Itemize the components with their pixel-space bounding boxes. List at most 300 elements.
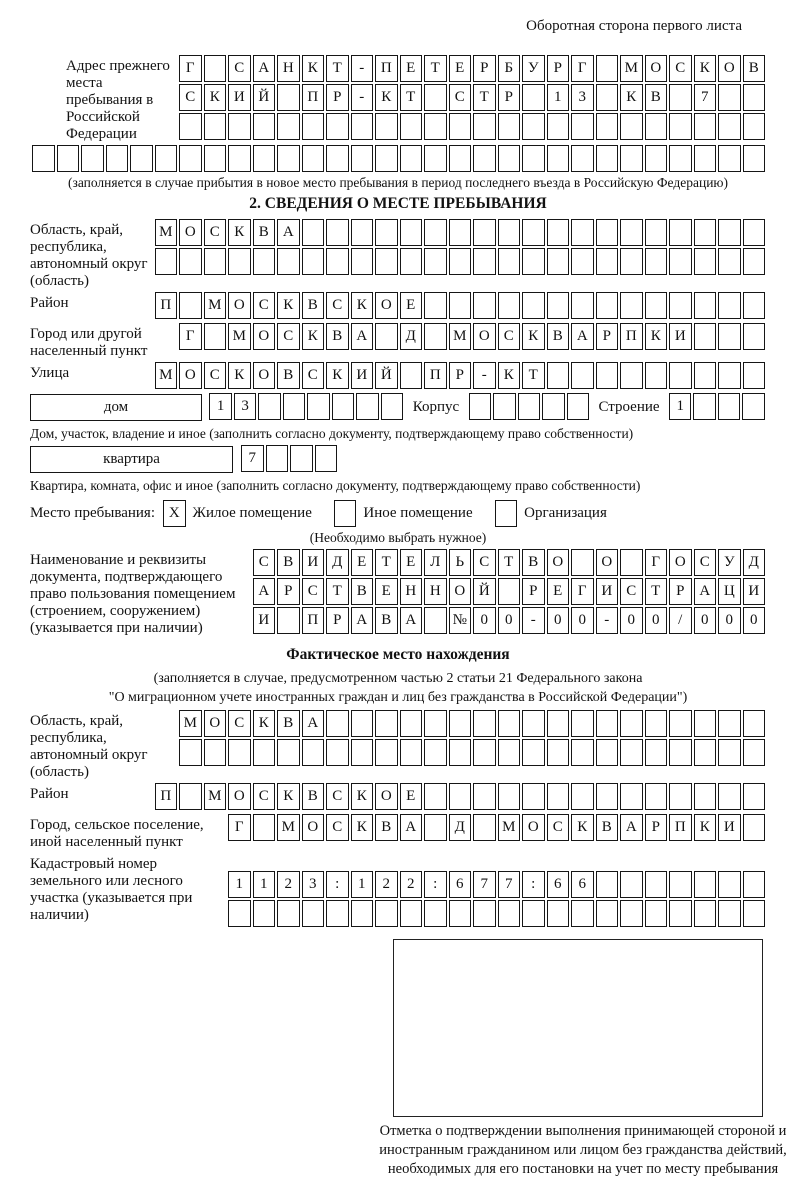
char-cell: Й <box>253 84 276 111</box>
prev-address-note: (заполняется в случае прибытия в новое место пребывания в период последнего въезда в Российскую Федерацию) <box>67 175 729 190</box>
char-cell: С <box>669 55 692 82</box>
char-cell: С <box>228 710 251 737</box>
char-cell <box>381 393 404 420</box>
char-cell <box>596 900 619 927</box>
char-cell <box>620 219 643 246</box>
char-cell <box>498 219 521 246</box>
char-cell: С <box>253 549 276 576</box>
char-cell: С <box>277 323 300 350</box>
char-cell <box>522 710 545 737</box>
char-cell: О <box>522 814 545 841</box>
char-cell <box>669 84 692 111</box>
char-cell: У <box>522 55 545 82</box>
char-cell: 6 <box>547 871 570 898</box>
char-cell <box>253 248 276 275</box>
char-cell: Н <box>400 578 423 605</box>
char-cell: 2 <box>375 871 398 898</box>
char-cell: В <box>375 607 398 634</box>
char-cell <box>473 710 496 737</box>
actual-region-row-2 <box>178 739 766 766</box>
char-cell <box>179 248 202 275</box>
char-cell: И <box>669 323 692 350</box>
char-cell <box>375 219 398 246</box>
char-cell <box>522 783 545 810</box>
char-cell: Т <box>473 84 496 111</box>
char-cell <box>351 248 374 275</box>
char-cell: С <box>620 578 643 605</box>
char-cell <box>290 445 313 472</box>
char-cell <box>326 739 349 766</box>
char-cell: Р <box>326 84 349 111</box>
char-cell <box>326 219 349 246</box>
char-cell <box>743 323 766 350</box>
char-cell <box>669 900 692 927</box>
char-cell: А <box>400 814 423 841</box>
char-cell: Р <box>498 84 521 111</box>
char-cell <box>81 145 104 172</box>
char-cell: К <box>694 814 717 841</box>
char-cell: В <box>326 323 349 350</box>
char-cell <box>351 739 374 766</box>
char-cell: Е <box>400 292 423 319</box>
char-cell <box>718 323 741 350</box>
char-cell: Н <box>277 55 300 82</box>
char-cell <box>522 900 545 927</box>
char-cell: М <box>155 219 178 246</box>
char-cell <box>424 607 447 634</box>
char-cell: В <box>302 783 325 810</box>
char-cell <box>473 145 496 172</box>
char-cell <box>743 710 766 737</box>
char-cell: - <box>351 55 374 82</box>
char-cell: Л <box>424 549 447 576</box>
char-cell: Р <box>547 55 570 82</box>
char-cell: Г <box>571 578 594 605</box>
char-cell: У <box>718 549 741 576</box>
char-cell <box>351 113 374 140</box>
district-row <box>30 292 766 321</box>
char-cell <box>522 292 545 319</box>
char-cell: И <box>228 84 251 111</box>
char-cell: Г <box>645 549 668 576</box>
actual-district-label: Район <box>30 786 69 802</box>
char-cell <box>718 362 741 389</box>
actual-district-row <box>30 783 766 812</box>
char-cell: П <box>155 292 178 319</box>
char-cell <box>179 292 202 319</box>
char-cell: С <box>473 549 496 576</box>
char-cell: К <box>498 362 521 389</box>
char-cell: С <box>302 362 325 389</box>
char-cell: С <box>253 292 276 319</box>
char-cell <box>743 219 766 246</box>
char-cell: 7 <box>473 871 496 898</box>
char-cell: 1 <box>547 84 570 111</box>
char-cell: Р <box>669 578 692 605</box>
char-cell <box>571 549 594 576</box>
char-cell <box>469 393 492 420</box>
korpus-cells <box>468 393 591 420</box>
char-cell <box>253 739 276 766</box>
char-cell: Д <box>743 549 766 576</box>
char-cell <box>375 710 398 737</box>
apartment-note: Квартира, комната, офис и иное (заполнить согласно документу, подтверждающему право собственности) <box>30 478 641 493</box>
char-cell <box>277 84 300 111</box>
char-cell <box>522 145 545 172</box>
char-cell <box>596 145 619 172</box>
char-cell <box>424 783 447 810</box>
char-cell <box>718 783 741 810</box>
document-block <box>30 549 766 637</box>
char-cell: С <box>302 578 325 605</box>
char-cell <box>473 900 496 927</box>
char-cell <box>645 248 668 275</box>
char-cell: К <box>326 362 349 389</box>
stay-type-note: (Необходимо выбрать нужное) <box>309 530 487 545</box>
cadastral-block <box>30 853 766 929</box>
char-cell: П <box>620 323 643 350</box>
char-cell: О <box>473 323 496 350</box>
char-cell <box>694 248 717 275</box>
actual-region-grid <box>178 710 766 768</box>
char-cell <box>743 248 766 275</box>
char-cell <box>307 393 330 420</box>
char-cell: Р <box>522 578 545 605</box>
char-cell: П <box>302 84 325 111</box>
char-cell <box>400 113 423 140</box>
char-cell <box>620 783 643 810</box>
char-cell <box>669 362 692 389</box>
char-cell <box>424 113 447 140</box>
char-cell <box>302 145 325 172</box>
char-cell: М <box>204 292 227 319</box>
char-cell <box>694 739 717 766</box>
char-cell <box>277 739 300 766</box>
char-cell: М <box>228 323 251 350</box>
char-cell: К <box>228 219 251 246</box>
char-cell: В <box>253 219 276 246</box>
char-cell <box>424 145 447 172</box>
char-cell: С <box>326 783 349 810</box>
char-cell <box>645 219 668 246</box>
char-cell <box>326 900 349 927</box>
char-cell <box>179 783 202 810</box>
house-note: Дом, участок, владение и иное (заполнить согласно документу, подтверждающему право собственности) <box>30 426 634 441</box>
char-cell: С <box>179 84 202 111</box>
char-cell: И <box>743 578 766 605</box>
char-cell <box>424 219 447 246</box>
char-cell <box>669 145 692 172</box>
char-cell <box>522 84 545 111</box>
char-cell <box>498 783 521 810</box>
char-cell <box>645 292 668 319</box>
char-cell <box>547 783 570 810</box>
char-cell: А <box>351 323 374 350</box>
char-cell: И <box>596 578 619 605</box>
char-cell <box>620 900 643 927</box>
char-cell <box>571 145 594 172</box>
char-cell: М <box>155 362 178 389</box>
char-cell: А <box>277 219 300 246</box>
char-cell: О <box>375 292 398 319</box>
char-cell <box>277 145 300 172</box>
char-cell <box>449 900 472 927</box>
char-cell <box>718 113 741 140</box>
char-cell <box>596 710 619 737</box>
char-cell <box>277 607 300 634</box>
prev-address-label: Адрес прежнего места пребывания в Российской Федерации <box>66 58 170 142</box>
char-cell <box>155 248 178 275</box>
char-cell <box>547 219 570 246</box>
char-cell: И <box>351 362 374 389</box>
stay-type-label: Место пребывания: <box>30 505 155 521</box>
char-cell: О <box>718 55 741 82</box>
char-cell <box>743 292 766 319</box>
char-cell <box>596 84 619 111</box>
char-cell <box>277 900 300 927</box>
cadastral-label: Кадастровый номер земельного или лесного участка (указывается при наличии) <box>30 856 193 923</box>
char-cell <box>424 323 447 350</box>
street-row <box>30 362 766 391</box>
char-cell: В <box>277 710 300 737</box>
char-cell <box>106 145 129 172</box>
char-cell: О <box>253 362 276 389</box>
char-cell <box>620 362 643 389</box>
char-cell: С <box>326 292 349 319</box>
char-cell <box>302 900 325 927</box>
char-cell <box>743 814 766 841</box>
prev-address-row-2 <box>178 84 766 111</box>
char-cell <box>743 84 766 111</box>
char-cell <box>179 739 202 766</box>
char-cell <box>522 739 545 766</box>
char-cell <box>400 900 423 927</box>
char-cell: М <box>204 783 227 810</box>
char-cell <box>596 739 619 766</box>
char-cell <box>669 871 692 898</box>
char-cell <box>571 113 594 140</box>
char-cell: С <box>204 362 227 389</box>
char-cell <box>718 145 741 172</box>
char-cell <box>258 393 281 420</box>
char-cell <box>473 113 496 140</box>
char-cell <box>645 871 668 898</box>
char-cell: В <box>277 549 300 576</box>
char-cell: В <box>375 814 398 841</box>
region-row-1 <box>154 219 767 246</box>
char-cell: К <box>522 323 545 350</box>
char-cell <box>498 578 521 605</box>
char-cell <box>718 871 741 898</box>
char-cell <box>326 248 349 275</box>
stay-type-checkbox-organization <box>495 500 518 527</box>
char-cell <box>743 362 766 389</box>
char-cell: Т <box>522 362 545 389</box>
char-cell <box>400 145 423 172</box>
char-cell <box>204 113 227 140</box>
char-cell: Т <box>326 55 349 82</box>
char-cell <box>522 219 545 246</box>
char-cell: В <box>351 578 374 605</box>
char-cell: К <box>277 783 300 810</box>
char-cell <box>718 292 741 319</box>
char-cell <box>620 710 643 737</box>
char-cell: П <box>375 55 398 82</box>
char-cell: О <box>596 549 619 576</box>
char-cell <box>400 248 423 275</box>
char-cell <box>449 113 472 140</box>
char-cell <box>498 710 521 737</box>
actual-location-note-2: "О миграционном учете иностранных граждан и лиц без гражданства в Российской Федерации") <box>108 690 688 705</box>
confirmation-stamp-note: Отметка о подтверждении выполнения принимающей стороной и иностранным гражданином или лицом без гражданства действий, необходимых для его постановки на учет по месту пребывания <box>379 1123 787 1177</box>
char-cell <box>571 739 594 766</box>
char-cell: 0 <box>645 607 668 634</box>
char-cell: Й <box>473 578 496 605</box>
city-cells <box>178 323 766 350</box>
char-cell: М <box>277 814 300 841</box>
char-cell <box>493 393 516 420</box>
char-cell: 1 <box>228 871 251 898</box>
char-cell: 0 <box>473 607 496 634</box>
char-cell: А <box>351 607 374 634</box>
document-row-1 <box>252 549 767 576</box>
char-cell: 0 <box>571 607 594 634</box>
page-side-note: Оборотная сторона первого листа <box>526 18 742 34</box>
apartment-box-label: квартира <box>30 446 233 473</box>
char-cell: А <box>571 323 594 350</box>
char-cell <box>179 145 202 172</box>
char-cell: - <box>351 84 374 111</box>
char-cell <box>400 219 423 246</box>
char-cell <box>375 323 398 350</box>
char-cell: С <box>326 814 349 841</box>
char-cell <box>571 219 594 246</box>
document-label: Наименование и реквизиты документа, подтверждающего право пользования помещением (строением, сооружением) (указывается при наличии) <box>30 552 236 636</box>
char-cell <box>547 145 570 172</box>
char-cell <box>742 393 765 420</box>
char-cell <box>449 739 472 766</box>
char-cell <box>351 900 374 927</box>
char-cell <box>424 292 447 319</box>
char-cell <box>351 219 374 246</box>
char-cell <box>424 248 447 275</box>
char-cell: О <box>228 292 251 319</box>
char-cell <box>228 739 251 766</box>
char-cell <box>547 362 570 389</box>
actual-city-row <box>30 814 766 851</box>
char-cell: М <box>498 814 521 841</box>
char-cell <box>204 739 227 766</box>
house-number-cells <box>208 393 404 420</box>
char-cell: О <box>375 783 398 810</box>
char-cell <box>718 739 741 766</box>
char-cell <box>694 145 717 172</box>
char-cell <box>571 362 594 389</box>
char-cell: О <box>669 549 692 576</box>
char-cell <box>718 900 741 927</box>
char-cell <box>547 292 570 319</box>
cadastral-row-1 <box>227 871 766 898</box>
char-cell <box>596 55 619 82</box>
char-cell <box>718 393 741 420</box>
char-cell <box>620 145 643 172</box>
char-cell <box>375 248 398 275</box>
char-cell <box>645 710 668 737</box>
char-cell <box>204 145 227 172</box>
char-cell: В <box>596 814 619 841</box>
char-cell: 1 <box>209 393 232 420</box>
char-cell <box>449 292 472 319</box>
char-cell <box>326 113 349 140</box>
stay-type-row <box>30 500 766 527</box>
stay-type-checkbox-other-premises <box>334 500 357 527</box>
section2-title: 2. СВЕДЕНИЯ О МЕСТЕ ПРЕБЫВАНИЯ <box>249 195 547 212</box>
char-cell: 1 <box>253 871 276 898</box>
korpus-label: Корпус <box>412 399 460 415</box>
char-cell <box>669 219 692 246</box>
char-cell <box>547 113 570 140</box>
char-cell: 0 <box>547 607 570 634</box>
char-cell: Г <box>179 323 202 350</box>
char-cell <box>547 900 570 927</box>
char-cell <box>400 362 423 389</box>
prev-address-row-3 <box>178 113 766 140</box>
char-cell: В <box>522 549 545 576</box>
char-cell <box>669 113 692 140</box>
actual-region-block <box>30 710 766 781</box>
char-cell: Д <box>449 814 472 841</box>
char-cell: 0 <box>718 607 741 634</box>
char-cell: К <box>351 292 374 319</box>
char-cell: А <box>620 814 643 841</box>
char-cell: А <box>253 578 276 605</box>
char-cell <box>693 393 716 420</box>
char-cell: Т <box>400 84 423 111</box>
char-cell <box>743 113 766 140</box>
char-cell <box>375 900 398 927</box>
char-cell: М <box>620 55 643 82</box>
char-cell: № <box>449 607 472 634</box>
char-cell <box>743 783 766 810</box>
char-cell <box>473 814 496 841</box>
char-cell: : <box>424 871 447 898</box>
char-cell: 0 <box>743 607 766 634</box>
char-cell <box>596 362 619 389</box>
char-cell <box>424 900 447 927</box>
apartment-cells <box>240 445 338 472</box>
char-cell: Д <box>326 549 349 576</box>
char-cell <box>571 783 594 810</box>
char-cell: О <box>179 219 202 246</box>
char-cell <box>718 710 741 737</box>
stay-type-option-organization: Организация <box>524 505 607 521</box>
char-cell <box>694 710 717 737</box>
char-cell: : <box>522 871 545 898</box>
char-cell <box>332 393 355 420</box>
char-cell: Е <box>375 578 398 605</box>
region-row-2 <box>154 248 767 275</box>
char-cell: С <box>547 814 570 841</box>
char-cell <box>32 145 55 172</box>
char-cell <box>473 292 496 319</box>
char-cell: Р <box>326 607 349 634</box>
char-cell: К <box>351 814 374 841</box>
char-cell: - <box>596 607 619 634</box>
char-cell: Г <box>228 814 251 841</box>
char-cell: 0 <box>694 607 717 634</box>
char-cell: Е <box>400 549 423 576</box>
char-cell <box>694 292 717 319</box>
